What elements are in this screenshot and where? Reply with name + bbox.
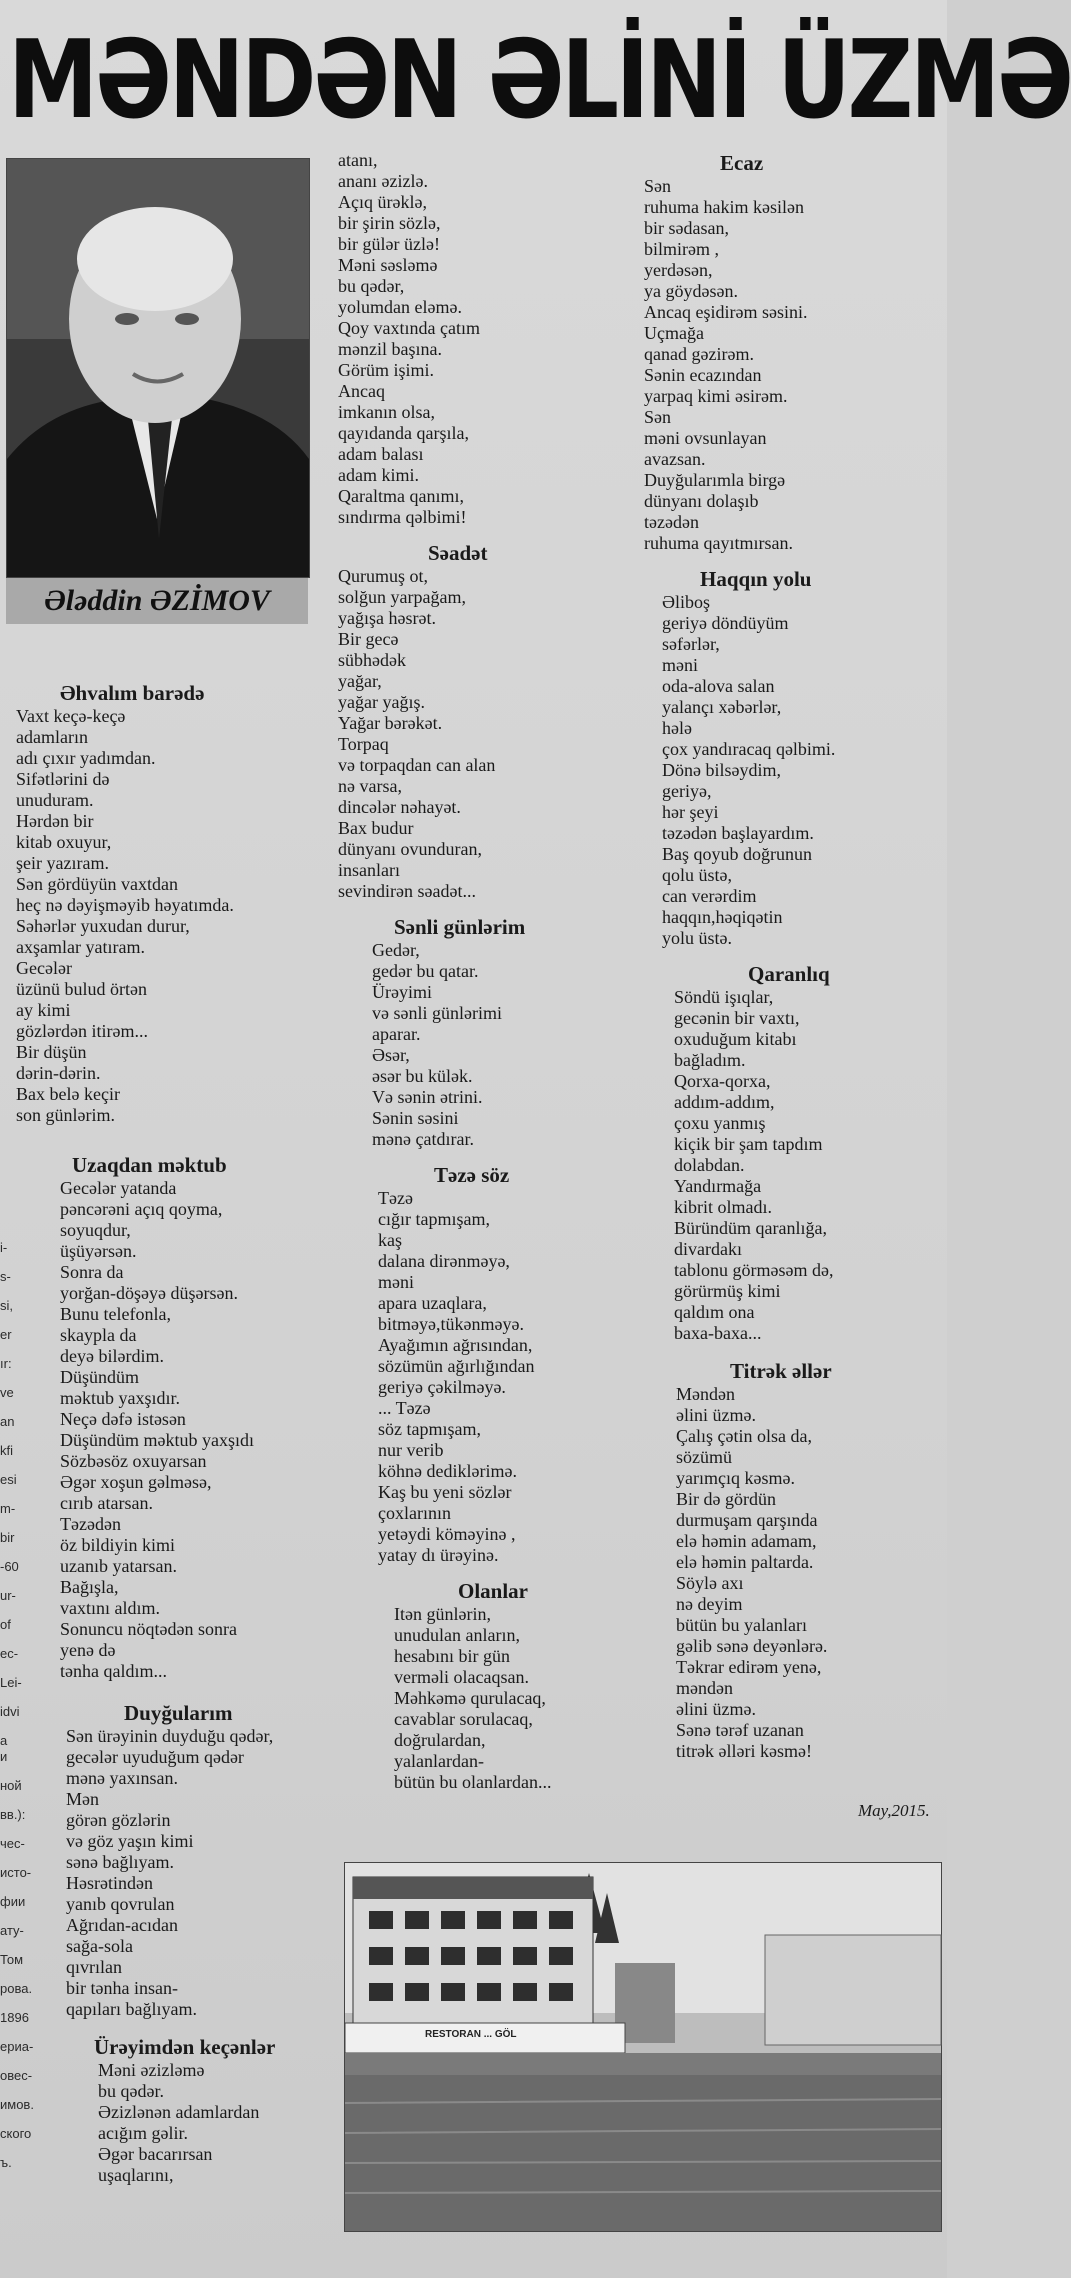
poem-line: Sənin ecazından — [644, 365, 762, 385]
poem-line: yağar yağış. — [338, 692, 425, 712]
poem-line: tənha qaldım... — [60, 1661, 167, 1681]
poem-line: Bunu telefonla, — [60, 1304, 171, 1324]
poem-line: görən gözlərin — [66, 1810, 171, 1830]
poem — [16, 2034, 336, 2186]
poem-line: Düşündüm — [60, 1367, 140, 1387]
publication-date: May,2015. — [858, 1801, 930, 1820]
poem-title: Olanlar — [458, 1579, 529, 1603]
edge-fragment: ur- — [0, 1588, 16, 1603]
poem-line: bu qədər, — [338, 276, 405, 296]
poem-line: Bir düşün — [16, 1042, 87, 1062]
poem-line: mənə yaxınsan. — [66, 1768, 178, 1788]
edge-fragment: -60 — [0, 1559, 19, 1574]
poem-line: öz bildiyin kimi — [60, 1535, 175, 1555]
poem-line: atanı, — [338, 150, 378, 170]
poem — [630, 566, 942, 949]
column-3 — [630, 150, 942, 1762]
poem-line: çoxlarının — [378, 1503, 451, 1523]
poem-line: insanları — [338, 860, 400, 880]
poem-line: imkanın olsa, — [338, 402, 435, 422]
poem-line: Sonuncu nöqtədən sonra — [60, 1619, 237, 1639]
poem-line: bir tənha insan- — [66, 1978, 178, 1998]
poem-line: Gecələr — [16, 958, 72, 978]
poem-line: Əsər, — [372, 1045, 410, 1065]
edge-fragment: ır: — [0, 1356, 12, 1371]
poem-line: adam balası — [338, 444, 424, 464]
poem-line: çoxu yanmış — [674, 1113, 766, 1133]
restaurant-sign: RESTORAN ... GÖL — [425, 2029, 517, 2040]
poem-line: adam kimi. — [338, 465, 419, 485]
poem-line: adamların — [16, 727, 88, 747]
poem-title: Uzaqdan məktub — [72, 1153, 227, 1177]
poem-line: bilmirəm , — [644, 239, 719, 259]
poem-line: unudulan anların, — [394, 1625, 520, 1645]
poem-line: qolu üstə, — [662, 865, 732, 885]
edge-fragment: Lei- — [0, 1675, 22, 1690]
poem-line: addım-addım, — [674, 1092, 775, 1112]
poem-line: gecənin bir vaxtı, — [674, 1008, 800, 1028]
poem-body — [338, 940, 614, 1150]
poem-line: Bir də gördün — [676, 1489, 776, 1509]
poem-body — [16, 1178, 336, 1682]
poem-line: Sən gördüyün vaxtdan — [16, 874, 178, 894]
poem-line: Səhərlər yuxudan durur, — [16, 916, 190, 936]
adjacent-column-fragments — [0, 1240, 34, 2184]
poem-line: bir şirin sözlə, — [338, 213, 441, 233]
poem-line: Itən günlərin, — [394, 1604, 491, 1624]
poem-line: Sifətlərini də — [16, 769, 110, 789]
poem-line: təzədən başlayardım. — [662, 823, 814, 843]
column-2 — [338, 150, 614, 1793]
poem-line: Dönə bilsəydim, — [662, 760, 781, 780]
poem-line: Uçmağa — [644, 323, 704, 343]
poem-line: Neçə dəfə istəsən — [60, 1409, 186, 1429]
edge-fragment: исто- — [0, 1865, 32, 1880]
poem-line: solğun yarpağam, — [338, 587, 466, 607]
poem-line: Əgər bacarırsan — [98, 2144, 213, 2164]
poem-line: Əliboş — [662, 592, 711, 612]
poem — [338, 540, 614, 902]
poem-line: heç nə dəyişməyib həyatımda. — [16, 895, 234, 915]
poem-line: Görüm işimi. — [338, 360, 435, 380]
poem-line: can verərdim — [662, 886, 757, 906]
poem-line: məni — [662, 655, 698, 675]
poem — [16, 1152, 336, 1682]
poem-line: adı çıxır yadımdan. — [16, 748, 156, 768]
poem-line: axşamlar yatıram. — [16, 937, 145, 957]
poem-line: kaş — [378, 1230, 402, 1250]
poem-line: Büründüm qaranlığa, — [674, 1218, 827, 1238]
poem-body — [338, 566, 614, 902]
poem-line: kibrit olmadı. — [674, 1197, 772, 1217]
poem-line: acığım gəlir. — [98, 2123, 188, 2143]
author-portrait — [6, 158, 310, 578]
poem-line: Sən — [644, 176, 671, 196]
poem-body — [338, 1604, 614, 1793]
poem-line: köhnə dediklərimə. — [378, 1461, 517, 1481]
poem-line: Sonra da — [60, 1262, 124, 1282]
poem-line: bütün bu yalanları — [676, 1615, 807, 1635]
poem-line: yarımçıq kəsmə. — [676, 1468, 795, 1488]
poem-line: Və sənin ətrini. — [372, 1087, 483, 1107]
poem-line: cavablar sorulacaq, — [394, 1709, 533, 1729]
poem-line: sübhədək — [338, 650, 406, 670]
poem-title: Ürəyimdən keçənlər — [94, 2035, 276, 2059]
poem-line: Mən — [66, 1789, 99, 1809]
poem-line: dincələr nəhayət. — [338, 797, 461, 817]
poem-line: Ağrıdan-acıdan — [66, 1915, 178, 1935]
poem-title: Sənli günlərim — [394, 915, 526, 939]
poem-line: sağa-sola — [66, 1936, 133, 1956]
poem-line: sevindirən səadət... — [338, 881, 476, 901]
poem-line: ruhuma hakim kəsilən — [644, 197, 804, 217]
poem-line: əlini üzmə. — [676, 1405, 756, 1425]
poem-line: qapıları bağlıyam. — [66, 1999, 197, 2019]
edge-fragment: esi — [0, 1472, 17, 1487]
edge-fragment: чес- — [0, 1836, 25, 1851]
edge-fragment: ec- — [0, 1646, 19, 1661]
poem-line: yerdəsən, — [644, 260, 713, 280]
poem-line: cırıb atarsan. — [60, 1493, 153, 1513]
poem-line: bir sədasan, — [644, 218, 729, 238]
poem-line: geriyə çəkilməyə. — [378, 1377, 506, 1397]
poem-line: Ürəyimi — [372, 982, 432, 1002]
poem-line: Əgər xoşun gəlməsə, — [60, 1472, 212, 1492]
poem-line: Sənə tərəf uzanan — [676, 1720, 804, 1740]
poem-line: Ayağımın ağrısından, — [378, 1335, 533, 1355]
headline: MƏNDƏN ƏLİNİ ÜZMƏ — [8, 18, 1071, 143]
poem-line: çox yandıracaq qəlbimi. — [662, 739, 836, 759]
poem-line: qayıdanda qarşıla, — [338, 423, 469, 443]
edge-fragment: an — [0, 1414, 15, 1429]
edge-fragment: s- — [0, 1269, 11, 1284]
poem-line: Kaş bu yeni sözlər — [378, 1482, 512, 1502]
poem-line: soyuqdur, — [60, 1220, 131, 1240]
poem-line: apara uzaqlara, — [378, 1293, 487, 1313]
edge-fragment: bir — [0, 1530, 15, 1545]
edge-fragment: ского — [0, 2126, 32, 2141]
poem-line: Sən — [644, 407, 671, 427]
poem-line: Qaraltma qanımı, — [338, 486, 464, 506]
poem — [630, 150, 942, 554]
poem-line: yetəydi köməyinə , — [378, 1524, 516, 1544]
poem-line: avazsan. — [644, 449, 706, 469]
poem-line: kiçik bir şam tapdım — [674, 1134, 823, 1154]
poem-line: Torpaq — [338, 734, 389, 754]
poem-line: ay kimi — [16, 1000, 71, 1020]
poem-line: söz tapmışam, — [378, 1419, 481, 1439]
poem-line: qanad gəzirəm. — [644, 344, 754, 364]
edge-fragment: i- — [0, 1240, 8, 1255]
poem-title: Qaranlıq — [748, 962, 830, 986]
edge-fragment: si, — [0, 1298, 13, 1313]
poem-line: dünyanı ovunduran, — [338, 839, 482, 859]
edge-fragment: 1896 — [0, 2010, 29, 2025]
poem-line: bu qədər. — [98, 2081, 164, 2101]
poem-line: məktub yaxşıdır. — [60, 1388, 180, 1408]
poem-body — [630, 1384, 942, 1762]
poem-line: Əzizlənən adamlardan — [98, 2102, 260, 2122]
poem — [16, 680, 336, 1126]
poem-line: dalana dirənməyə, — [378, 1251, 510, 1271]
poem-line: yatay dı ürəyinə. — [378, 1545, 499, 1565]
poem-line: əlini üzmə. — [676, 1699, 756, 1719]
poem-title: Səadət — [428, 541, 488, 565]
poem — [16, 1700, 336, 2020]
poem-line: və torpaqdan can alan — [338, 755, 496, 775]
poem-line: hesabını bir gün — [394, 1646, 510, 1666]
poem — [338, 1578, 614, 1793]
edge-fragment: ve — [0, 1385, 14, 1400]
poem-line: bitməyə,tükənməyə. — [378, 1314, 524, 1334]
poem-line: Məni əzizləmə — [98, 2060, 205, 2080]
poem-line: skaypla da — [60, 1325, 137, 1345]
poem-line: məndən — [676, 1678, 733, 1698]
poem-line: yolu üstə. — [662, 928, 732, 948]
poem-title: Ecaz — [720, 151, 764, 175]
poem-line: təzədən — [644, 512, 699, 532]
edge-fragment: m- — [0, 1501, 16, 1516]
poem-line: hər şeyi — [662, 802, 719, 822]
edge-fragment: ной — [0, 1778, 22, 1793]
poem-line: nə deyim — [676, 1594, 743, 1614]
poem-line: deyə bilərdim. — [60, 1346, 164, 1366]
poem-line: Yandırmağa — [674, 1176, 762, 1196]
column-1 — [16, 680, 336, 2186]
poem-line: Təzə — [378, 1188, 413, 1208]
poem-line: yanıb qovrulan — [66, 1894, 175, 1914]
poem-line: Baş qoyub doğrunun — [662, 844, 812, 864]
poem-line: sözümün ağırlığından — [378, 1356, 535, 1376]
poem-line: Məndən — [676, 1384, 735, 1404]
poem-line: Ancaq — [338, 381, 385, 401]
poem-line: verməli olacaqsan. — [394, 1667, 529, 1687]
poem — [630, 1358, 942, 1762]
poem-line: gedər bu qatar. — [372, 961, 479, 981]
poem-line: Sözbəsöz oxuyarsan — [60, 1451, 207, 1471]
poem-line: yolumdan eləmə. — [338, 297, 462, 317]
poem-line: yarpaq kimi əsirəm. — [644, 386, 788, 406]
poem-line: doğrulardan, — [394, 1730, 486, 1750]
poem-line: geriyə, — [662, 781, 712, 801]
poem-line: mənzil başına. — [338, 339, 442, 359]
poem-line: Sən ürəyinin duyduğu qədər, — [66, 1726, 274, 1746]
poem-line: Hərdən bir — [16, 811, 94, 831]
poem-line: Sənin səsini — [372, 1108, 459, 1128]
poem-line: yenə də — [60, 1640, 116, 1660]
poem-line: mənə çatdırar. — [372, 1129, 474, 1149]
poem-line: və göz yaşın kimi — [66, 1831, 194, 1851]
poem-line: Açıq ürəklə, — [338, 192, 427, 212]
poem-line: bağladım. — [674, 1050, 746, 1070]
poem-line: divardakı — [674, 1239, 742, 1259]
poem-line: Vaxt keçə-keçə — [16, 706, 126, 726]
poem-line: yağışa həsrət. — [338, 608, 436, 628]
poem-line: oxuduğum kitabı — [674, 1029, 797, 1049]
edge-fragment: рова. — [0, 1981, 33, 1996]
poem-line: üşüyərsən. — [60, 1241, 137, 1261]
poem-continuation — [338, 150, 614, 528]
poem-line: əsər bu külək. — [372, 1066, 473, 1086]
poem-line: dünyanı dolaşıb — [644, 491, 759, 511]
poem-line: yalançı xəbərlər, — [662, 697, 782, 717]
poem-line: elə həmin paltarda. — [676, 1552, 814, 1572]
poem — [338, 1162, 614, 1566]
poem-line: Qorxa-qorxa, — [674, 1071, 771, 1091]
edge-fragment: kfi — [0, 1443, 13, 1458]
poem-line: şeir yazıram. — [16, 853, 109, 873]
poem-line: tablonu görməsəm də, — [674, 1260, 834, 1280]
lakeside-restaurant-photo — [344, 1862, 942, 2232]
poem-line: Məhkəmə qurulacaq, — [394, 1688, 546, 1708]
poem — [338, 914, 614, 1150]
poem-line: Söndü işıqlar, — [674, 987, 774, 1007]
poem-line: gecələr uyuduğum qədər — [66, 1747, 244, 1767]
poem-line: sənə bağlıyam. — [66, 1852, 174, 1872]
edge-fragment: ату- — [0, 1923, 24, 1938]
poem-line: ananı əzizlə. — [338, 171, 428, 191]
poem-line: oda-alova salan — [662, 676, 775, 696]
poem-line: uşaqlarını, — [98, 2165, 174, 2185]
poem-line: titrək əlləri kəsmə! — [676, 1741, 812, 1761]
poem-line: məni — [378, 1272, 414, 1292]
poem-body — [16, 2060, 336, 2186]
poem-body — [630, 987, 942, 1344]
edge-fragment: фии — [0, 1894, 26, 1909]
poem-title: Titrək əllər — [730, 1359, 832, 1383]
poem-title: Əhvalım barədə — [60, 681, 205, 705]
author-name: Ələddin ƏZİMOV — [6, 578, 308, 624]
poem-line: Təkrar edirəm yenə, — [676, 1657, 822, 1677]
poem-line: yağar, — [338, 671, 382, 691]
poem-line: Bir gecə — [338, 629, 399, 649]
poem-title: Haqqın yolu — [700, 567, 812, 591]
poem-body — [16, 1726, 336, 2020]
edge-fragment: er — [0, 1327, 12, 1342]
edge-fragment: овес- — [0, 2068, 33, 2083]
poem-line: uzanıb yatarsan. — [60, 1556, 177, 1576]
poem-line: Düşündüm məktub yaxşıdı — [60, 1430, 254, 1450]
poem-line: Söylə axı — [676, 1573, 744, 1593]
poem-line: aparar. — [372, 1024, 421, 1044]
poem-line: Ancaq eşidirəm səsini. — [644, 302, 808, 322]
poem-line: Duyğularımla birgə — [644, 470, 786, 490]
poem-line: qaldım ona — [674, 1302, 755, 1322]
poem-line: durmuşam qarşında — [676, 1510, 818, 1530]
poem-line: haqqın,həqiqətin — [662, 907, 783, 927]
poem-line: Məni səsləmə — [338, 255, 438, 275]
photo-drawing — [345, 1863, 941, 2231]
poem-line: gəlib sənə deyənlərə. — [676, 1636, 828, 1656]
poem-line: Bax belə keçir — [16, 1084, 120, 1104]
poem-line: kitab oxuyur, — [16, 832, 112, 852]
poem-line: bütün bu olanlardan... — [394, 1772, 552, 1792]
poem-body — [16, 706, 336, 1126]
poem-line: ... Təzə — [378, 1398, 431, 1418]
poem-line: səfərlər, — [662, 634, 720, 654]
poem-line: ya göydəsən. — [644, 281, 738, 301]
edge-fragment: ъ. — [0, 2155, 12, 2170]
poem-body — [630, 176, 942, 554]
author-portrait-drawing — [7, 159, 309, 577]
poem-line: Gecələr yatanda — [60, 1178, 177, 1198]
poem-line: bir gülər üzlə! — [338, 234, 440, 254]
edge-fragment: Том — [0, 1952, 24, 1967]
poem-line: görürmüş kimi — [674, 1281, 781, 1301]
poem-line: qıvrılan — [66, 1957, 122, 1977]
poem-line: Gedər, — [372, 940, 420, 960]
poem-line: gözlərdən itirəm... — [16, 1021, 148, 1041]
poem-line: yalanlardan- — [394, 1751, 484, 1771]
edge-fragment: of — [0, 1617, 11, 1632]
poem-line: vaxtını aldım. — [60, 1598, 160, 1618]
poem-line: nə varsa, — [338, 776, 402, 796]
poem-line: sındırma qəlbimi! — [338, 507, 467, 527]
poem-line: üzünü bulud örtən — [16, 979, 147, 999]
edge-fragment: idvi — [0, 1704, 20, 1719]
poem-line: Təzədən — [60, 1514, 121, 1534]
poem-line: yorğan-döşəyə düşərsən. — [60, 1283, 238, 1303]
poem-line: nur verib — [378, 1440, 444, 1460]
edge-fragment: вв.): — [0, 1807, 26, 1822]
edge-fragment: имов. — [0, 2097, 34, 2112]
poem — [630, 961, 942, 1344]
poem-line: dolabdan. — [674, 1155, 745, 1175]
poem-line: dərin-dərin. — [16, 1063, 101, 1083]
poem-line: ruhuma qayıtmırsan. — [644, 533, 793, 553]
poem-line: Həsrətindən — [66, 1873, 153, 1893]
poem-line: Bağışla, — [60, 1577, 119, 1597]
poem-body — [630, 592, 942, 949]
poem-line: və sənli günlərimi — [372, 1003, 502, 1023]
poem-line: elə həmin adamam, — [676, 1531, 817, 1551]
poem-line: sözümü — [676, 1447, 732, 1467]
poem-line: son günlərim. — [16, 1105, 115, 1125]
poem-line: Qoy vaxtında çatım — [338, 318, 480, 338]
poem-line: unuduram. — [16, 790, 94, 810]
poem-title: Təzə söz — [434, 1163, 510, 1187]
edge-fragment: а и — [0, 1733, 8, 1764]
poem-line: Yağar bərəkət. — [338, 713, 443, 733]
edge-fragment: ериа- — [0, 2039, 34, 2054]
poem-line: Çalış çətin olsa da, — [676, 1426, 812, 1446]
poem-line: məni ovsunlayan — [644, 428, 767, 448]
poem-title: Duyğularım — [124, 1701, 233, 1725]
poem-line: pəncərəni açıq qoyma, — [60, 1199, 223, 1219]
poem-line: Bax budur — [338, 818, 414, 838]
poem-line: cığır tapmışam, — [378, 1209, 490, 1229]
poem-body — [338, 1188, 614, 1566]
poem-line: geriyə döndüyüm — [662, 613, 789, 633]
poem-line: hələ — [662, 718, 692, 738]
poem-line: baxa-baxa... — [674, 1323, 762, 1343]
poem-line: Qurumuş ot, — [338, 566, 428, 586]
